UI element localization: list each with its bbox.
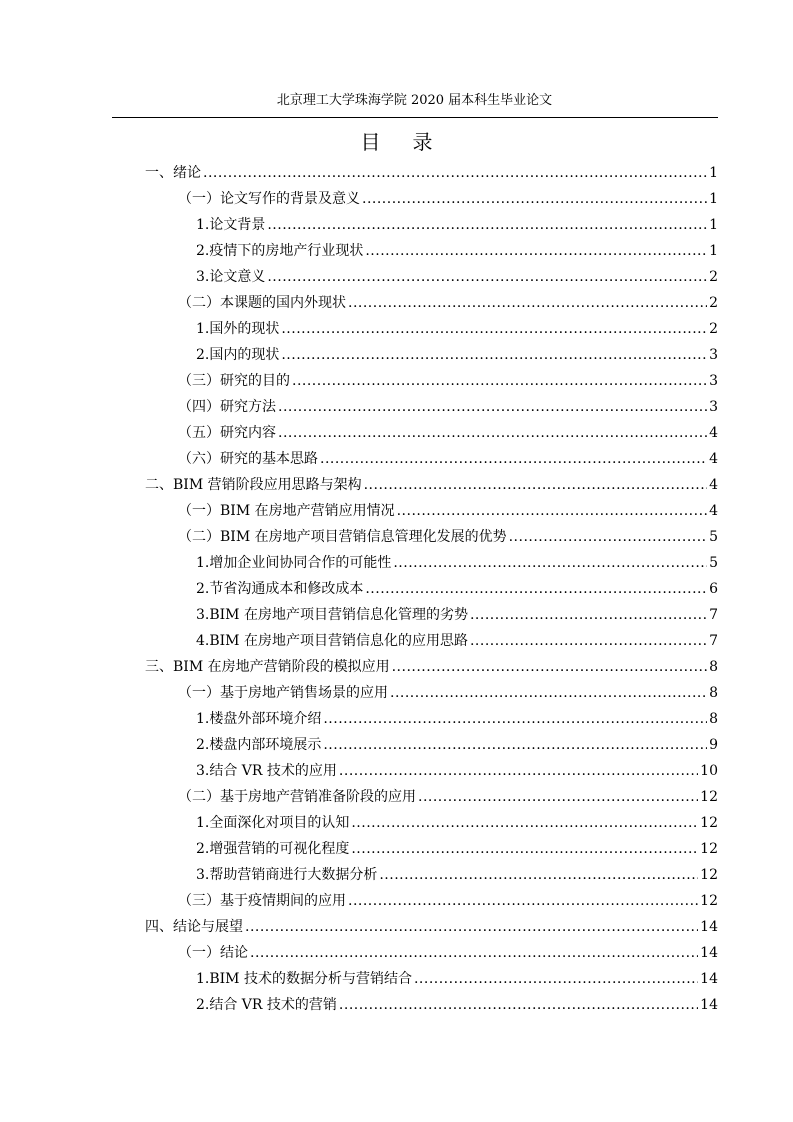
toc-entry[interactable]	[178, 446, 718, 472]
toc-entry[interactable]	[178, 888, 718, 914]
toc-entry-label: 3.结合 VR 技术的应用	[196, 763, 337, 779]
toc-entry[interactable]	[178, 498, 718, 524]
toc-dot-leader	[281, 342, 707, 368]
toc-entry-page-number: 2	[709, 269, 718, 285]
toc-dot-leader	[267, 264, 707, 290]
toc-dot-leader	[278, 394, 707, 420]
toc-entry-label: 1.楼盘外部环境介绍	[196, 711, 322, 727]
toc-entry-label: 3.BIM 在房地产项目营销信息化管理的劣势	[196, 607, 468, 623]
toc-dot-leader	[509, 524, 707, 550]
toc-entry-page-number: 4	[709, 451, 718, 467]
toc-dot-leader	[470, 602, 707, 628]
toc-entry-label: 2.疫情下的房地产行业现状	[196, 243, 364, 259]
toc-entry-label: 1.增加企业间协同合作的可能性	[196, 555, 392, 571]
toc-dot-leader	[379, 862, 698, 888]
toc-entry-page-number: 2	[709, 321, 718, 337]
toc-entry-label: （五）研究内容	[178, 425, 276, 441]
toc-entry-page-number: 14	[700, 971, 718, 987]
toc-entry-page-number: 3	[709, 347, 718, 363]
toc-entry[interactable]	[145, 472, 718, 498]
toc-entry[interactable]	[196, 810, 718, 836]
toc-entry-page-number: 14	[700, 919, 718, 935]
toc-entry[interactable]	[196, 576, 718, 602]
toc-entry-page-number: 3	[709, 399, 718, 415]
toc-entry-label: 2.楼盘内部环境展示	[196, 737, 322, 753]
toc-entry-label: 2.结合 VR 技术的营销	[196, 997, 337, 1013]
toc-dot-leader	[414, 966, 698, 992]
toc-entry[interactable]	[196, 550, 718, 576]
toc-entry-label: （一）BIM 在房地产营销应用情况	[178, 503, 395, 519]
page-header: 北京理工大学珠海学院 2020 届本科生毕业论文	[276, 93, 553, 108]
toc-entry[interactable]	[145, 160, 718, 186]
toc-entry-label: （一）结论	[178, 945, 248, 961]
toc-entry-label: （一）论文写作的背景及意义	[178, 191, 360, 207]
toc-entry[interactable]	[196, 238, 718, 264]
toc-entry-label: （四）研究方法	[178, 399, 276, 415]
toc-entry-label: 1.BIM 技术的数据分析与营销结合	[196, 971, 412, 987]
toc-dot-leader	[418, 784, 698, 810]
toc-entry[interactable]	[196, 628, 718, 654]
toc-entry-page-number: 5	[709, 555, 718, 571]
toc-entry[interactable]	[178, 680, 718, 706]
toc-entry[interactable]	[196, 992, 718, 1018]
toc-entry[interactable]	[196, 732, 718, 758]
toc-entry[interactable]	[196, 342, 718, 368]
toc-entry-page-number: 9	[709, 737, 718, 753]
toc-entry[interactable]	[145, 914, 718, 940]
toc-entry-page-number: 10	[700, 763, 718, 779]
toc-entry-page-number: 2	[709, 295, 718, 311]
toc-dot-leader	[292, 368, 707, 394]
toc-entry-label: 四、结论与展望	[145, 919, 243, 935]
toc-entry[interactable]	[178, 368, 718, 394]
toc-dot-leader	[364, 472, 707, 498]
toc-entry[interactable]	[178, 394, 718, 420]
toc-entry[interactable]	[196, 212, 718, 238]
toc-entry-page-number: 1	[709, 165, 718, 181]
toc-entry-page-number: 12	[700, 893, 718, 909]
toc-entry-page-number: 12	[700, 789, 718, 805]
toc-entry-label: （六）研究的基本思路	[178, 451, 318, 467]
toc-entry[interactable]	[178, 784, 718, 810]
toc-entry[interactable]	[145, 654, 718, 680]
toc-entry-label: 3.论文意义	[196, 269, 266, 285]
toc-dot-leader	[390, 680, 707, 706]
toc-entry-page-number: 3	[709, 373, 718, 389]
toc-entry[interactable]	[196, 836, 718, 862]
toc-entry-page-number: 1	[709, 217, 718, 233]
toc-entry-label: 1.全面深化对项目的认知	[196, 815, 350, 831]
toc-dot-leader	[323, 706, 707, 732]
toc-entry-label: 2.节省沟通成本和修改成本	[196, 581, 364, 597]
toc-entry-page-number: 4	[709, 477, 718, 493]
toc-entry-label: 1.国外的现状	[196, 321, 280, 337]
toc-entry-page-number: 7	[709, 633, 718, 649]
toc-entry-page-number: 12	[700, 841, 718, 857]
toc-entry-label: （三）基于疫情期间的应用	[178, 893, 346, 909]
toc-dot-leader	[348, 888, 698, 914]
toc-entry[interactable]	[196, 758, 718, 784]
toc-entry-label: （一）基于房地产销售场景的应用	[178, 685, 388, 701]
toc-dot-leader	[281, 316, 707, 342]
toc-entry[interactable]	[178, 940, 718, 966]
toc-dot-leader	[351, 836, 698, 862]
toc-entry[interactable]	[196, 706, 718, 732]
toc-entry[interactable]	[178, 186, 718, 212]
toc-entry-page-number: 14	[700, 997, 718, 1013]
toc-entry-label: （二）基于房地产营销准备阶段的应用	[178, 789, 416, 805]
toc-dot-leader	[397, 498, 707, 524]
toc-entry[interactable]	[178, 290, 718, 316]
toc-entry-label: 一、绪论	[145, 165, 201, 181]
toc-entry[interactable]	[196, 862, 718, 888]
toc-dot-leader	[392, 654, 707, 680]
toc-entry-label: 三、BIM 在房地产营销阶段的模拟应用	[145, 659, 390, 675]
toc-title: 目录	[360, 130, 465, 154]
toc-dot-leader	[203, 160, 707, 186]
toc-dot-leader	[365, 576, 707, 602]
toc-entry-page-number: 7	[709, 607, 718, 623]
toc-entry-label: 2.国内的现状	[196, 347, 280, 363]
toc-dot-leader	[323, 732, 707, 758]
toc-entry[interactable]	[178, 420, 718, 446]
toc-entry[interactable]	[196, 316, 718, 342]
toc-dot-leader	[339, 758, 698, 784]
toc-dot-leader	[245, 914, 698, 940]
toc-entry-page-number: 8	[709, 659, 718, 675]
toc-dot-leader	[348, 290, 707, 316]
toc-entry-label: 3.帮助营销商进行大数据分析	[196, 867, 378, 883]
toc-entry-label: 2.增强营销的可视化程度	[196, 841, 350, 857]
toc-dot-leader	[267, 212, 707, 238]
toc-dot-leader	[365, 238, 707, 264]
toc-entry-page-number: 8	[709, 685, 718, 701]
toc-dot-leader	[278, 420, 707, 446]
toc-dot-leader	[250, 940, 698, 966]
toc-entry-page-number: 14	[700, 945, 718, 961]
toc-entry-page-number: 12	[700, 867, 718, 883]
toc-entry-page-number: 1	[709, 243, 718, 259]
toc-dot-leader	[362, 186, 707, 212]
toc-entry-page-number: 5	[709, 529, 718, 545]
toc-entry[interactable]	[196, 264, 718, 290]
toc-dot-leader	[393, 550, 707, 576]
toc-entry[interactable]	[178, 524, 718, 550]
toc-entry-page-number: 8	[709, 711, 718, 727]
toc-entry-label: 1.论文背景	[196, 217, 266, 233]
toc-dot-leader	[351, 810, 698, 836]
header-divider	[112, 117, 718, 118]
toc-dot-leader	[320, 446, 707, 472]
toc-entry-page-number: 4	[709, 425, 718, 441]
toc-entry-label: 二、BIM 营销阶段应用思路与架构	[145, 477, 362, 493]
toc-entry[interactable]	[196, 602, 718, 628]
toc-entry-label: 4.BIM 在房地产项目营销信息化的应用思路	[196, 633, 468, 649]
toc-entry-label: （二）本课题的国内外现状	[178, 295, 346, 311]
toc-entry-page-number: 12	[700, 815, 718, 831]
toc-entry-page-number: 4	[709, 503, 718, 519]
toc-entry-page-number: 1	[709, 191, 718, 207]
toc-entry-label: （三）研究的目的	[178, 373, 290, 389]
toc-dot-leader	[339, 992, 698, 1018]
toc-entry[interactable]	[196, 966, 718, 992]
toc-entry-label: （二）BIM 在房地产项目营销信息管理化发展的优势	[178, 529, 507, 545]
toc-dot-leader	[470, 628, 707, 654]
toc-entry-page-number: 6	[709, 581, 718, 597]
